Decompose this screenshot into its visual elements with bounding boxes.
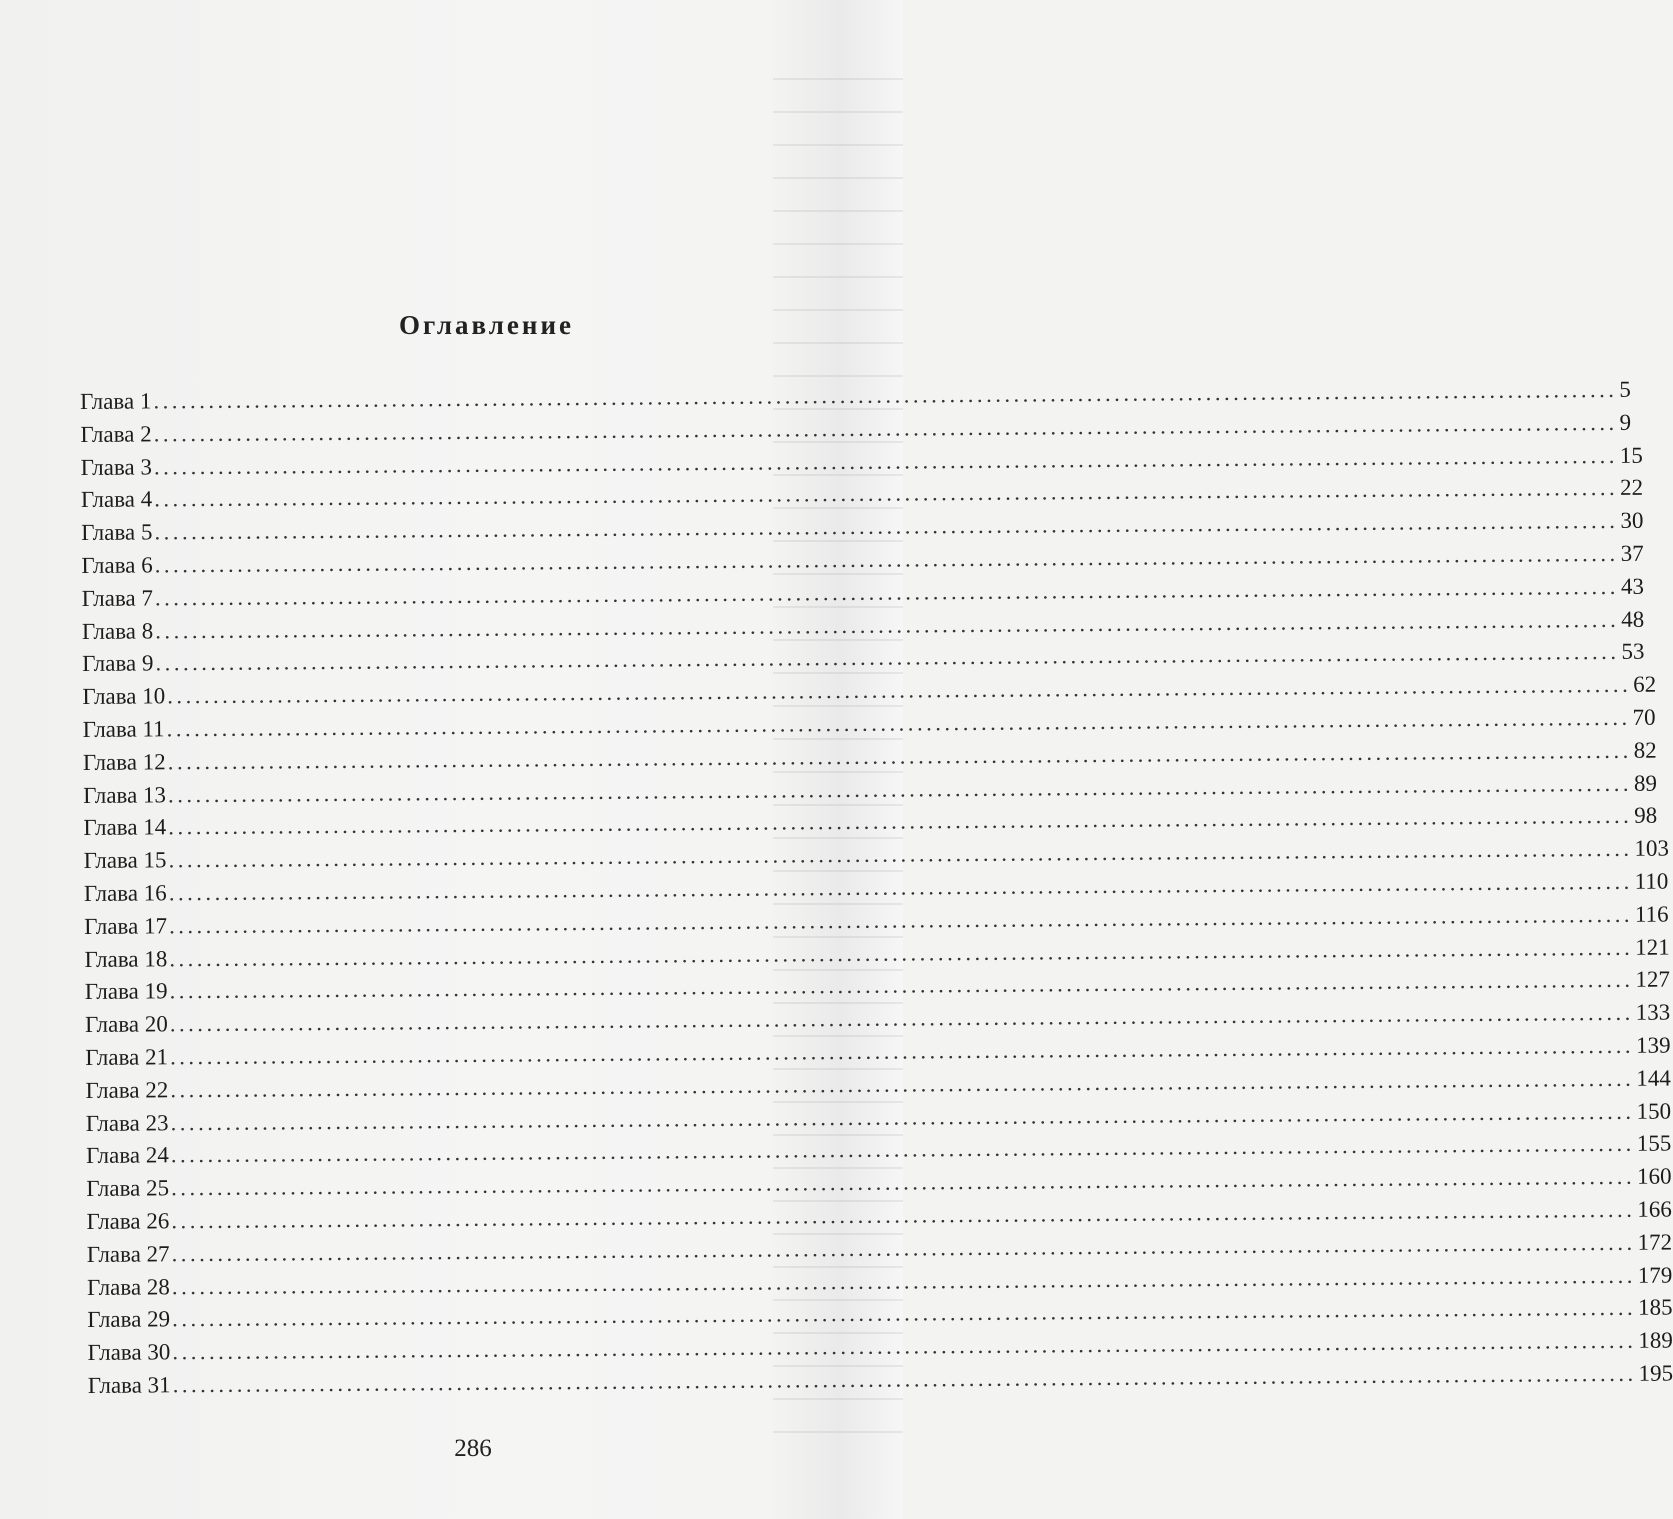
toc-entry-label: Глава 10	[82, 683, 166, 710]
toc-entry-page: 5	[1619, 376, 1631, 402]
toc-entry-label: Глава 21	[85, 1044, 169, 1070]
toc-entry-page: 166	[1637, 1196, 1672, 1222]
dot-leader: ................................................................................................................................................................	[170, 1131, 1635, 1168]
dot-leader: ................................................................................................................................................................	[168, 868, 1633, 906]
toc-entry-page: 116	[1634, 901, 1669, 927]
page-number: 286	[454, 1435, 492, 1462]
toc-entry-label: Глава 17	[84, 913, 168, 939]
toc-entry-label: Глава 25	[86, 1175, 170, 1202]
toc-entry-page: 121	[1635, 934, 1670, 960]
dot-leader: ................................................................................................................................................................	[154, 475, 1619, 512]
toc-entry-page: 22	[1620, 475, 1644, 501]
dot-leader: ................................................................................................................................................................	[167, 737, 1632, 775]
dot-leader: ................................................................................................................................................................	[166, 704, 1631, 742]
toc-entry-label: Глава 30	[87, 1339, 171, 1366]
toc-title: Оглавление	[399, 310, 574, 340]
toc-entry-page: 89	[1633, 770, 1658, 796]
toc-entry-label: Глава 11	[82, 716, 165, 742]
toc-entry-label: Глава 14	[83, 814, 167, 841]
toc-entry-label: Глава 27	[86, 1241, 170, 1267]
toc-entry-label: Глава 7	[81, 585, 154, 611]
dot-leader: ................................................................................................................................................................	[170, 1065, 1635, 1103]
dot-leader: ................................................................................................................................................................	[168, 803, 1633, 840]
toc-entry-page: 30	[1620, 507, 1644, 534]
toc-entry-page: 48	[1621, 606, 1645, 632]
dot-leader: ................................................................................................................................................................	[153, 376, 1618, 414]
toc-entry-label: Глава 23	[85, 1109, 169, 1136]
toc-entry-page: 98	[1634, 802, 1658, 829]
toc-entry-label: Глава 28	[86, 1273, 170, 1300]
toc-entry-page: 9	[1619, 409, 1632, 435]
toc-entry-page: 133	[1635, 999, 1671, 1025]
toc-entry-page: 37	[1620, 540, 1644, 566]
dot-leader: ................................................................................................................................................................	[171, 1229, 1636, 1267]
toc-entry-page: 144	[1636, 1065, 1671, 1091]
toc-entry-label: Глава 1	[80, 388, 152, 414]
dot-leader: ................................................................................................................................................................	[170, 1098, 1635, 1135]
toc-entry-page: 53	[1621, 639, 1645, 665]
toc-entry-page: 62	[1633, 671, 1657, 697]
dot-leader: ................................................................................................................................................................	[171, 1196, 1636, 1234]
dot-leader: ................................................................................................................................................................	[168, 835, 1633, 873]
toc-entry-label: Глава 6	[81, 552, 153, 578]
toc-entry-label: Глава 9	[82, 650, 154, 677]
toc-entry-label: Глава 22	[85, 1077, 169, 1103]
toc-entry-label: Глава 13	[83, 781, 167, 808]
table-of-contents	[80, 376, 1673, 1403]
toc-entry-label: Глава 26	[86, 1208, 170, 1234]
toc-entry-page: 82	[1633, 737, 1657, 763]
toc-entry-page: 195	[1638, 1360, 1673, 1386]
toc-entry-page: 43	[1620, 573, 1644, 599]
toc-entry-page: 160	[1636, 1163, 1672, 1189]
toc-entry-label: Глава 31	[87, 1372, 171, 1398]
toc-entry-label: Глава 12	[82, 749, 166, 775]
toc-entry-label: Глава 15	[83, 847, 167, 874]
dot-leader: ................................................................................................................................................................	[170, 1163, 1636, 1201]
dot-leader: ................................................................................................................................................................	[169, 1032, 1635, 1070]
dot-leader: ................................................................................................................................................................	[169, 934, 1634, 971]
toc-entry-page: 110	[1634, 868, 1669, 894]
toc-entry-page: 103	[1634, 835, 1670, 861]
toc-entry-page: 172	[1637, 1229, 1673, 1255]
toc-entry-label: Глава 20	[84, 1011, 168, 1038]
toc-entry-page: 127	[1635, 966, 1671, 993]
dot-leader: ................................................................................................................................................................	[167, 770, 1633, 807]
toc-entry-label: Глава 19	[84, 978, 168, 1005]
dot-leader: ................................................................................................................................................................	[155, 606, 1620, 643]
toc-entry-label: Глава 4	[80, 486, 153, 513]
toc-entry-label: Глава 2	[80, 421, 152, 447]
toc-entry-page: 15	[1619, 442, 1643, 468]
toc-entry-label: Глава 29	[87, 1306, 171, 1333]
toc-entry	[87, 1360, 1673, 1403]
toc-entry-page: 185	[1637, 1294, 1673, 1321]
toc-entry-page: 70	[1632, 704, 1656, 730]
dot-leader: ................................................................................................................................................................	[153, 442, 1618, 480]
toc-entry-page: 155	[1636, 1130, 1672, 1157]
dot-leader: ................................................................................................................................................................	[154, 508, 1619, 545]
toc-entry-label: Глава 5	[81, 519, 153, 546]
toc-entry-label: Глава 3	[80, 454, 153, 480]
dot-leader: ................................................................................................................................................................	[169, 999, 1634, 1037]
toc-entry-label: Глава 8	[81, 618, 154, 644]
dot-leader: ................................................................................................................................................................	[167, 671, 1632, 709]
dot-leader: ................................................................................................................................................................	[168, 901, 1634, 939]
toc-entry-label: Глава 16	[83, 880, 167, 906]
toc-entry-page: 150	[1636, 1098, 1672, 1124]
dot-leader: ................................................................................................................................................................	[171, 1262, 1636, 1299]
toc-entry-page: 179	[1637, 1262, 1673, 1288]
dot-leader: ................................................................................................................................................................	[169, 967, 1634, 1004]
dot-leader: ................................................................................................................................................................	[155, 639, 1620, 676]
dot-leader: ................................................................................................................................................................	[154, 573, 1619, 611]
dot-leader: ................................................................................................................................................................	[172, 1295, 1637, 1332]
dot-leader: ................................................................................................................................................................	[154, 540, 1619, 578]
dot-leader: ................................................................................................................................................................	[153, 409, 1618, 447]
dot-leader: ................................................................................................................................................................	[172, 1327, 1637, 1365]
toc-entry-label: Глава 18	[84, 945, 168, 972]
dot-leader: ................................................................................................................................................................	[172, 1360, 1637, 1398]
toc-entry-page: 139	[1635, 1032, 1671, 1058]
toc-entry-page: 189	[1638, 1327, 1673, 1353]
toc-entry-label: Глава 24	[85, 1142, 169, 1169]
